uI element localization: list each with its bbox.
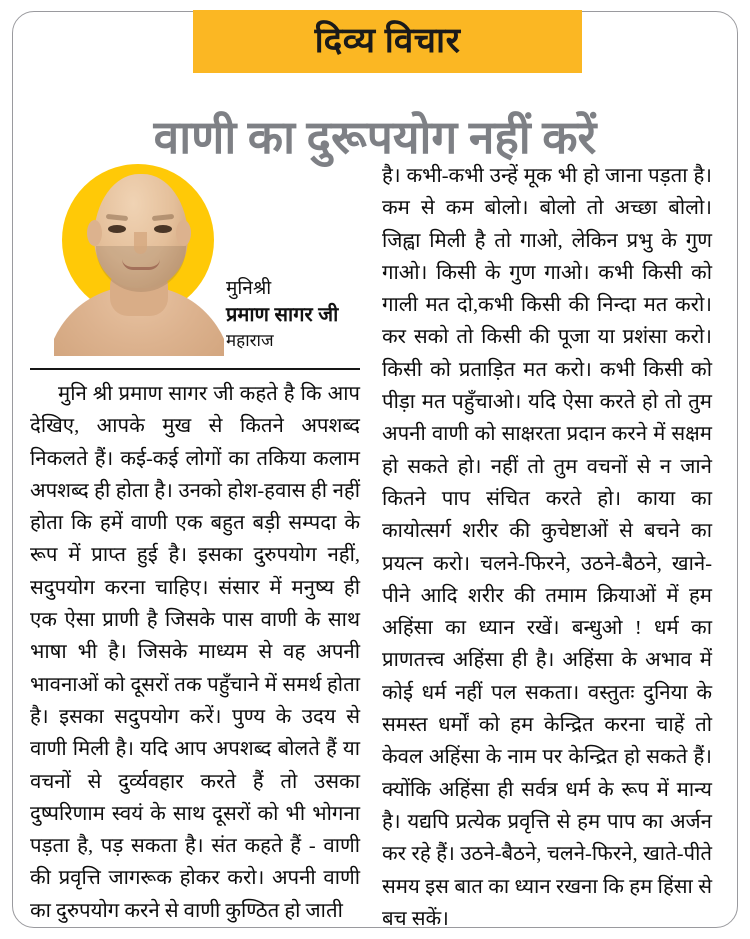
author-title: महाराज <box>226 331 274 350</box>
monk-portrait-illustration <box>54 160 224 356</box>
left-column <box>30 160 360 922</box>
author-block <box>30 160 360 356</box>
page-title: वाणी का दुरूपयोग नहीं करें <box>153 111 597 163</box>
article-body-right: है। कभी-कभी उन्हें मूक भी हो जाना पड़ता है। कम से कम बोलो। बोलो तो अच्छा बोलो। जिह्वा मिली है तो गाओ, लेकिन प्रभु के गुण गाओ। किसी के गुण गाओ। कभी किसी को गाली मत दो,कभी किसी की निन्दा मत करो। कर सको तो किसी की पूजा या प्रशंसा करो। किसी को प्रताड़ित मत करो। कभी किसी को पीड़ा मत पहुँचाओ। यदि ऐसा करते हो तो तुम अपनी वाणी को साक्षरता प्रदान करने में सक्षम हो सकते हो। नहीं तो तुम वचनों से न जाने कितने पाप संचित करते हो। काया का कायोत्सर्ग शरीर की कुचेष्टाओं से बचने का प्रयत्न करो। चलने-फिरने, उठने-बैठने, खाने-पीने आदि शरीर की तमाम क्रियाओं में हम अहिंसा का ध्यान रखें। बन्धुओ ! धर्म का प्राणतत्त्व अहिंसा ही है। अहिंसा के अभाव में कोई धर्म नहीं पल सकता। वस्तुतः दुनिया के समस्त धर्मों को हम केन्द्रित करना चाहें तो केवल अहिंसा के नाम पर केन्द्रित हो सकते हैं। क्योंकि अहिंसा ही सर्वत्र धर्म के रूप में मान्य है। यद्यपि प्रत्येक प्रवृत्ति से हम पाप का अर्जन कर रहे हैं। उठने-बैठने, चलने-फिरने, खाते-पीते समय इस बात का ध्यान रखना कि हम हिंसा से बच सकें। <box>382 165 712 930</box>
author-byline <box>226 276 366 353</box>
author-fullname: प्रमाण सागर जी <box>226 304 339 326</box>
kicker-banner <box>193 10 582 73</box>
kicker-label: दिव्य विचार <box>314 21 461 60</box>
article-columns <box>30 160 720 930</box>
author-photo <box>54 160 224 356</box>
byline-divider <box>30 368 360 370</box>
author-honorific: मुनिश्री <box>226 278 272 299</box>
article-body-left: मुनि श्री प्रमाण सागर जी कहते है कि आप देखिए, आपके मुख से कितने अपशब्द निकलते हैं। कई-कई लोगों का तकिया कलाम अपशब्द ही होता है। उनको होश-हवास ही नहीं होता कि हमें वाणी एक बहुत बड़ी सम्पदा के रूप में प्राप्त हुई है। इसका दुरुपयोग नहीं, सदुपयोग करना चाहिए। संसार में मनुष्य ही एक ऐसा प्राणी है जिसके पास वाणी के साथ भाषा भी है। जिसके माध्यम से वह अपनी भावनाओं को दूसरों तक पहुँचाने में समर्थ होता है। इसका सदुपयोग करें। पुण्य के उदय से वाणी मिली है। यदि आप अपशब्द बोलते हैं या वचनों से दुर्व्यवहार करते हैं तो उसका दुष्परिणाम स्वयं के साथ दूसरों को भी भोगना पड़ता है, पड़ सकता है। संत कहते हैं - वाणी की प्रवृत्ति जागरूक होकर करो। अपनी वाणी का दुरुपयोग करने से वाणी कुण्ठित हो जाती <box>30 383 360 922</box>
